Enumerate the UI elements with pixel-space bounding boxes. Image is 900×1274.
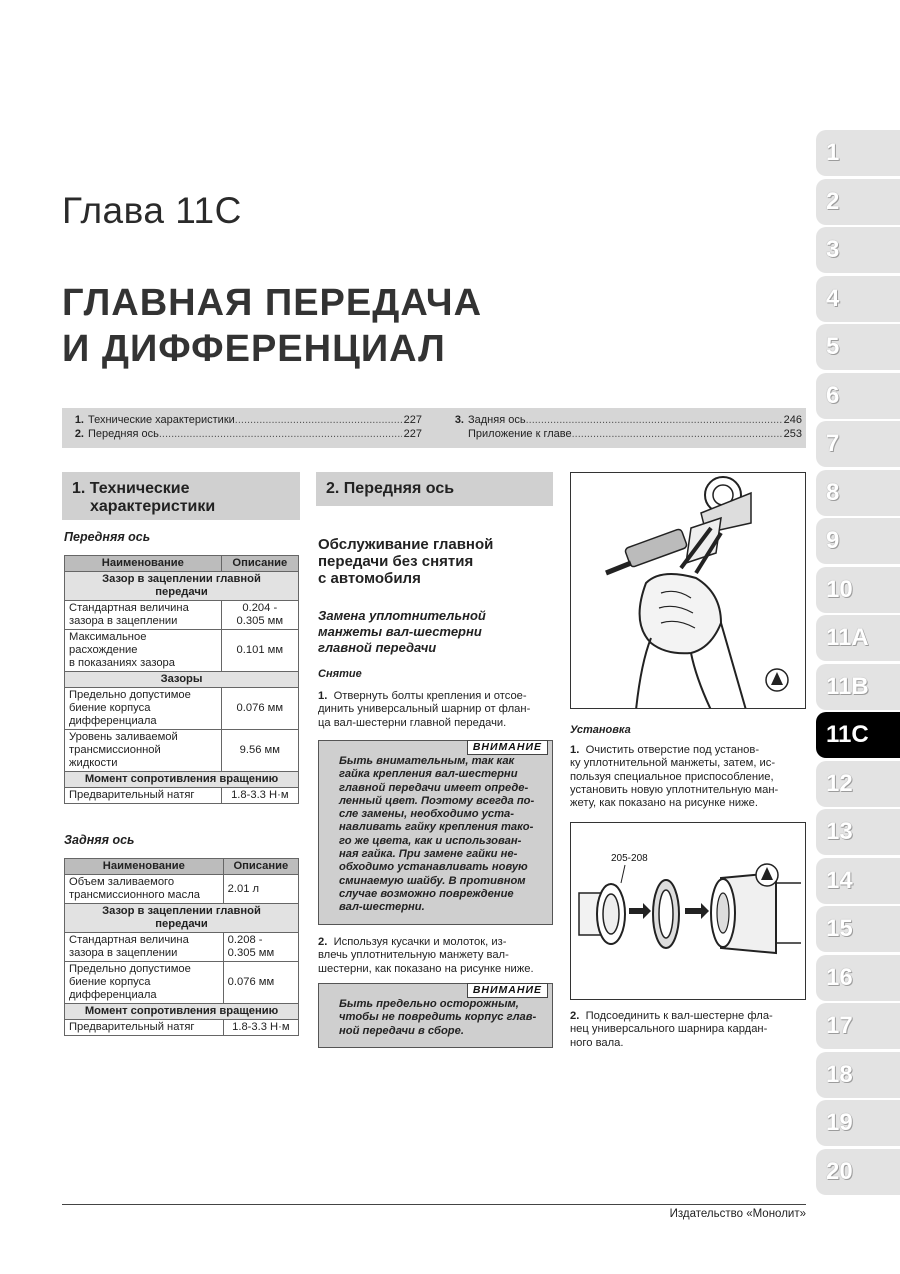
text-line: ная гайка. При замене гайки не- [339,848,518,861]
section-1-header [62,472,300,520]
cell-line: Максимальное [69,631,147,643]
toc-leader [159,427,402,441]
text-line: сле замены, необходимо уста- [339,808,515,821]
toc-leader [526,413,782,427]
table-row [65,630,299,672]
toc-title: Передняя ось [88,428,159,440]
group-cell: Зазоры [65,672,299,688]
toc-entry[interactable] [442,413,802,427]
toc-number: 1. [74,414,84,426]
text-line: ной передачи в сборе. [339,1024,464,1037]
table-row [65,1020,299,1036]
cell-line: Стандартная величина [69,934,189,946]
table-row [65,688,299,730]
installation-heading: Установка [570,724,631,736]
chapter-tab-5[interactable]: 5 [816,324,900,370]
rear-axle-title: Задняя ось [64,833,135,847]
text-line: Отвернуть болты крепления и отсое- [333,690,527,702]
warning-text [339,755,546,915]
table-group-row [65,572,299,601]
text-line: ного вала. [570,1036,624,1049]
chapter-tab-6[interactable]: 6 [816,373,900,419]
front-axle-spec-table [64,555,299,804]
cell-line: Предельно допустимое [69,689,191,701]
table-row [65,962,299,1004]
section-1-header-line: характеристики [90,498,216,515]
chapter-tab-7[interactable]: 7 [816,421,900,467]
value-cell [223,933,298,962]
group-cell [65,904,299,933]
removal-heading: Снятие [318,668,362,680]
text-line: вал-шестерни. [339,901,425,914]
table-group-row [65,672,299,688]
publisher-credit: Издательство «Монолит» [669,1208,806,1220]
value-cell: 1.8-3.3 Н·м [223,1020,298,1036]
warning-box [318,983,553,1048]
seal-installation-illustration [570,822,806,1000]
toc-entry[interactable] [442,427,802,441]
name-cell [65,875,224,904]
cell-line: Объем заливаемого [69,876,175,888]
toc-page: 253 [783,428,802,440]
cell-line: зазора в зацеплении [69,615,178,627]
table-group-row [65,1004,299,1020]
table-group-row [65,904,299,933]
cell-line: зазора в зацеплении [69,947,178,959]
column-header: Наименование [65,556,222,572]
rear-axle-spec-table [64,858,299,1036]
text-line: Быть внимательным, так как [339,755,515,767]
cell-line: дифференциала [69,989,157,1001]
cell-line: трансмиссионной [69,744,161,756]
cell-line: трансмиссионного масла [69,889,200,901]
text-line: случае возможно повреждение [339,887,514,900]
table-row [65,788,299,804]
text-line: шестерни, как показано на рисунке ниже. [318,962,534,975]
text-line: Быть предельно осторожным, [339,998,519,1010]
cell-line: 0.208 - [227,934,263,946]
heading-line: передачи без снятия [318,553,474,570]
text-line: чтобы не повредить корпус глав- [339,1011,537,1024]
title-line-1: ГЛАВНАЯ ПЕРЕДАЧА [62,282,483,324]
text-line: главной передачи имеет опреде- [339,781,529,794]
toc-title: Приложение к главе [468,428,572,440]
install-step-1 [570,744,806,810]
cell-line: дифференциала [69,715,157,727]
text-line: динить универсальный шарнир от флан- [318,703,531,716]
table-row [65,601,299,630]
toc-page: 227 [403,414,422,426]
chapter-tab-17[interactable]: 17 [816,1003,900,1049]
text-line: Очистить отверстие под установ- [585,744,760,756]
cell-line: биение корпуса [69,702,151,714]
footer-divider [62,1204,806,1205]
step-number: 2. [318,936,328,948]
chapter-tab-15[interactable]: 15 [816,906,900,952]
table-row [65,730,299,772]
cell-line: 0.305 мм [236,615,284,627]
text-line: ленный цвет. Поэтому всегда по- [339,794,535,807]
chapter-tab-11b[interactable]: 11B [816,664,900,710]
name-cell: Предварительный натяг [65,1020,224,1036]
group-line: передачи [155,918,208,930]
seal-installer-drawing [571,823,806,1000]
cell-line: в показаниях зазора [69,657,176,669]
warning-label: ВНИМАНИЕ [467,983,548,998]
section-2-header: 2. Передняя ось [316,472,553,506]
text-line: гайка крепления вал-шестерни [339,768,518,781]
group-line: передачи [155,586,208,598]
chapter-tab-14[interactable]: 14 [816,858,900,904]
chapter-tab-18[interactable]: 18 [816,1052,900,1098]
text-line: влечь уплотнительную манжету вал- [318,949,509,962]
toc-column-right [442,413,802,441]
table-group-row [65,772,299,788]
text-line: Подсоединить к вал-шестерне фла- [585,1010,773,1022]
front-axle-title: Передняя ось [64,530,151,544]
cell-line: Стандартная величина [69,602,189,614]
text-line: сминаемую шайбу. В противном [339,874,526,887]
toc-title: Технические характеристики [88,414,235,426]
step-number: 1. [570,744,580,756]
text-line: Используя кусачки и молоток, из- [333,936,507,948]
group-line: Зазор в зацеплении главной [102,905,261,917]
removal-step-2 [318,936,554,976]
name-cell: Предварительный натяг [65,788,222,804]
chapter-tab-4[interactable]: 4 [816,276,900,322]
chapter-tab-16[interactable]: 16 [816,955,900,1001]
group-cell: Момент сопротивления вращению [65,1004,299,1020]
name-cell [65,962,224,1004]
value-cell [221,601,298,630]
text-line: го же цвета, как и использован- [339,834,522,847]
text-line: ку уплотнительной манжеты, затем, ис- [570,757,776,770]
warning-text [339,998,546,1038]
toc-page: 227 [403,428,422,440]
heading-line: Замена уплотнительной [318,608,486,623]
table-row [65,933,299,962]
table-of-contents [62,408,806,448]
step-number: 2. [570,1010,580,1022]
figure-callout: 205-208 [611,853,648,864]
warning-label: ВНИМАНИЕ [467,740,548,755]
seal-removal-illustration [570,472,806,709]
cell-line: 0.305 мм [227,947,275,959]
chapter-tab-13[interactable]: 13 [816,809,900,855]
group-line: Зазор в зацеплении главной [102,573,261,585]
chapter-tab-11a[interactable]: 11A [816,615,900,661]
value-cell: 2.01 л [223,875,298,904]
toc-number [442,427,468,441]
cell-line: 0.204 - [242,602,278,614]
chapter-tab-9[interactable]: 9 [816,518,900,564]
table-row [65,875,299,904]
toc-number: 3. [454,414,464,426]
group-cell [65,572,299,601]
text-line: ца вал-шестерни главной передачи. [318,716,507,729]
step-number: 1. [318,690,328,702]
chapter-tab-20[interactable]: 20 [816,1149,900,1195]
cell-line: расхождение [69,644,138,656]
cell-line: жидкости [69,757,118,769]
removal-step-1 [318,690,554,730]
text-line: навливать гайку крепления тако- [339,821,534,834]
column-header: Описание [223,859,298,875]
name-cell [65,601,222,630]
value-cell: 0.076 мм [221,688,298,730]
heading-line: с автомобиля [318,570,421,587]
name-cell [65,630,222,672]
toc-leader [572,427,782,441]
section-1-header-line: 1. Технические [72,480,190,497]
value-cell: 1.8-3.3 Н·м [221,788,298,804]
chapter-tab-1[interactable]: 1 [816,130,900,176]
name-cell [65,730,222,772]
toc-column-left [62,413,422,441]
text-line: обходимо устанавливать новую [339,861,528,874]
value-cell: 0.101 мм [221,630,298,672]
cell-line: Уровень заливаемой [69,731,178,743]
chapter-tab-8[interactable]: 8 [816,470,900,516]
hammer-pliers-drawing [571,473,806,709]
text-line: нец универсального шарнира кардан- [570,1023,768,1036]
toc-title: Задняя ось [468,414,526,426]
toc-entry[interactable] [62,427,422,441]
page-title [62,280,482,372]
table-header-row [65,556,299,572]
chapter-tab-11c[interactable]: 11C [816,712,900,758]
chapter-tab-19[interactable]: 19 [816,1100,900,1146]
toc-number: 2. [74,428,84,440]
title-line-2: И ДИФФЕРЕНЦИАЛ [62,328,446,370]
chapter-tab-10[interactable]: 10 [816,567,900,613]
chapter-label: Глава 11С [62,190,242,231]
text-line: установить новую уплотнительную ман- [570,783,779,796]
service-heading [318,536,493,587]
warning-box [318,740,553,925]
toc-leader [235,413,402,427]
cell-line: биение корпуса [69,976,151,988]
seal-replacement-heading [318,608,486,656]
value-cell: 0.076 мм [223,962,298,1004]
column-header: Наименование [65,859,224,875]
toc-page: 246 [783,414,802,426]
cell-line: Предельно допустимое [69,963,191,975]
table-header-row [65,859,299,875]
text-line: жету, как показано на рисунке ниже. [570,797,758,810]
text-line: пользуя специальное приспособление, [570,770,774,783]
name-cell [65,688,222,730]
value-cell: 9.56 мм [221,730,298,772]
name-cell [65,933,224,962]
install-step-2 [570,1010,806,1050]
toc-entry[interactable] [62,413,422,427]
chapter-tab-12[interactable]: 12 [816,761,900,807]
chapter-tab-3[interactable]: 3 [816,227,900,273]
heading-line: Обслуживание главной [318,536,494,553]
group-cell: Момент сопротивления вращению [65,772,299,788]
heading-line: главной передачи [318,640,437,655]
heading-line: манжеты вал-шестерни [318,624,482,639]
column-header: Описание [221,556,298,572]
chapter-tab-2[interactable]: 2 [816,179,900,225]
